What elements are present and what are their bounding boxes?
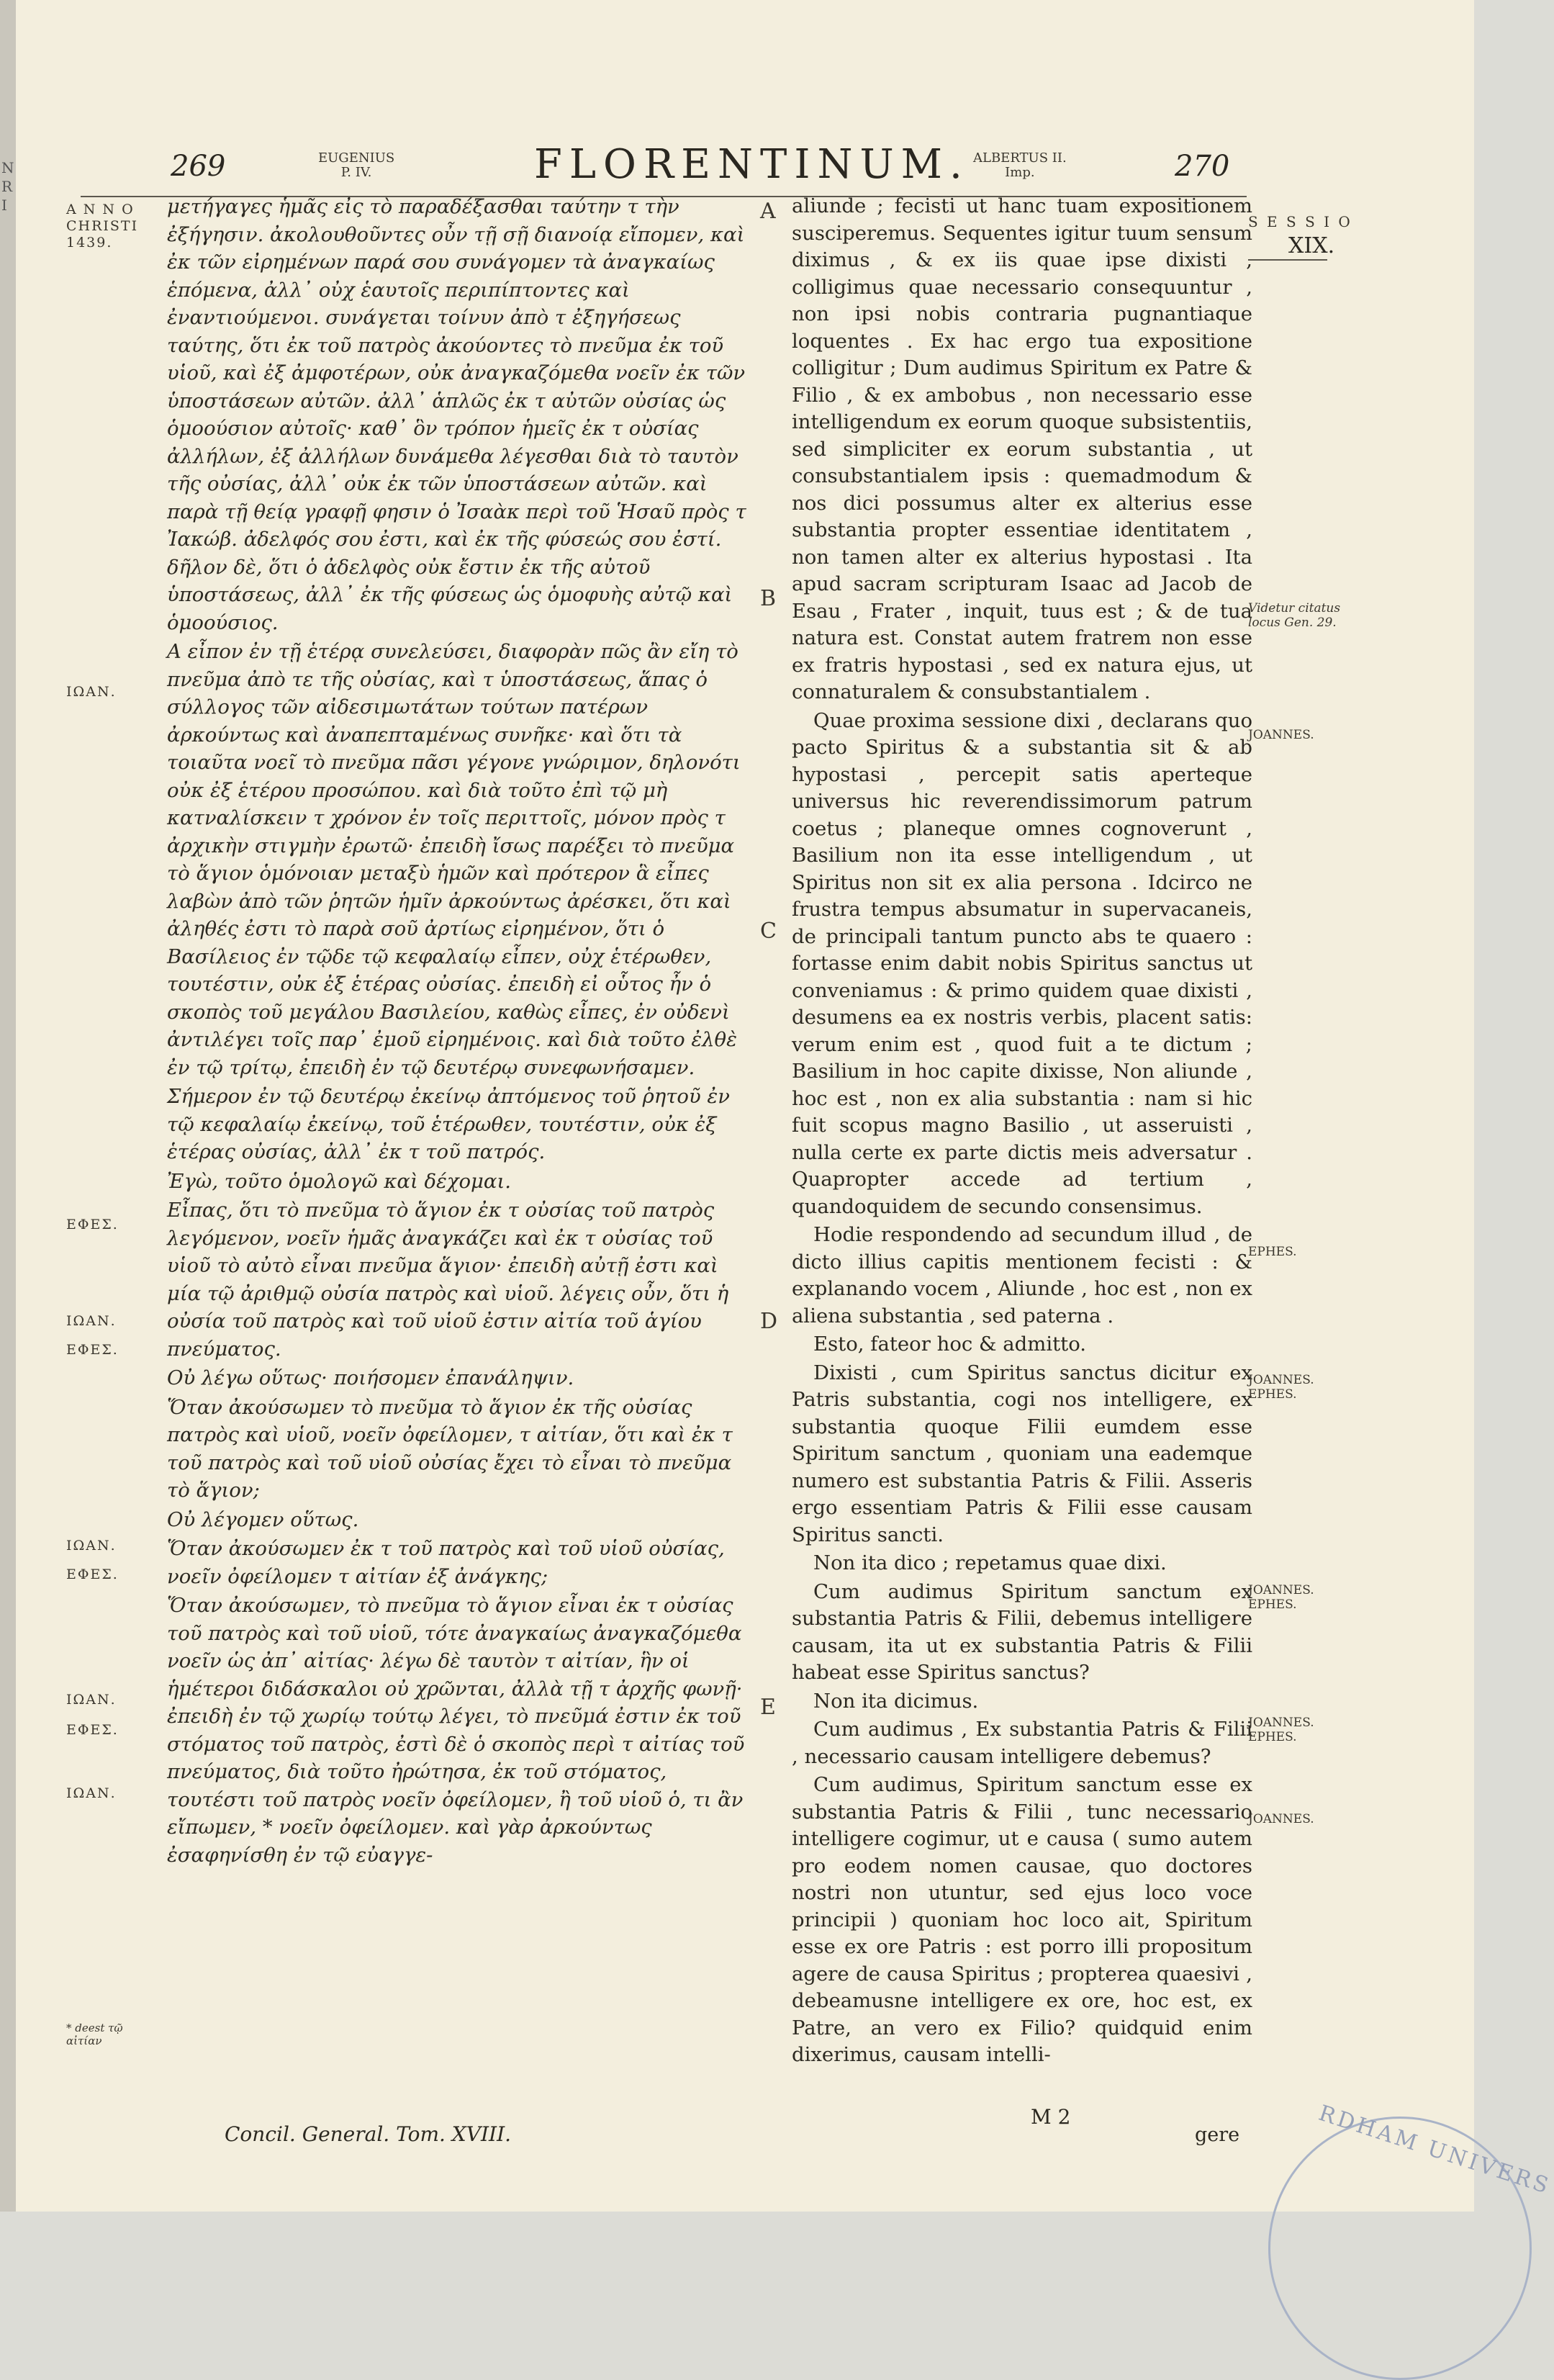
greek-paragraph-8: Οὐ λέγομεν οὕτως. bbox=[167, 1507, 359, 1531]
spine-text: N R I bbox=[1, 159, 14, 214]
latin-paragraph-9: Cum audimus , Ex substantia Patris & Filii , necessario causam intelligere debemus? bbox=[792, 1718, 1252, 1768]
book-page bbox=[16, 0, 1554, 2212]
latin-paragraph-10: Cum audimus, Spiritum sanctum esse ex substantia Patris & Filii , tunc necessario intelligere cogimur, ut e causa ( sumo autem pro eodem nomen causae, quo doctores nostri non utuntur, sed ejus loco voce principii ) quoniam hoc loco ait, Spiritum esse ex ore Patris : est porro illi propositum agere de causa Spiritus ; propterea quaesivi , debeamusne intelligere ex ore, hoc est, ex Patre, an vero ex Filio? quidquid enim dixerimus, causam intelli- bbox=[792, 1773, 1252, 2066]
speaker-right-5: JOANNES. EPHES. bbox=[1248, 1716, 1314, 1744]
greek-paragraph-9: Ὅταν ἀκούσωμεν ἐκ τ τοῦ πατρὸς καὶ τοῦ υἱοῦ οὐσίας, νοεῖν ὀφείλομεν τ αἰτίαν ἐξ ἀνάγκης; bbox=[167, 1537, 725, 1588]
greek-margin-note: * deest τῷ αἰτίαν bbox=[66, 2021, 123, 2047]
section-letter-c: C bbox=[760, 919, 777, 944]
greek-paragraph-6: Οὐ λέγω οὕτως· ποιήσομεν ἐπανάληψιν. bbox=[167, 1366, 574, 1389]
speaker-left-8: ΕΦΕΣ. bbox=[66, 1722, 119, 1738]
latin-paragraph-3: Hodie respondendo ad secundum illud , de dicto illius capitis mentionem fecisti : & explanando vocem , Aliunde , hoc est , non ex aliena substantia , sed paterna . bbox=[792, 1223, 1252, 1328]
greek-paragraph-5: Εἶπας, ὅτι τὸ πνεῦμα τὸ ἅγιον ἐκ τ οὐσίας τοῦ πατρὸς λεγόμενον, νοεῖν ἡμᾶς ἀναγκάζει καὶ ἐκ τ οὐσίας τοῦ υἱοῦ τὸ αὐτὸ εἶναι πνεῦμα ἅγιον· ἐπειδὴ αὐτῇ ἐστι καὶ μία τῷ ἀριθμῷ οὐσία πατρὸς καὶ υἱοῦ. λέγεις οὖν, ὅτι ἡ οὐσία τοῦ πατρὸς καὶ τοῦ υἱοῦ ἐστιν αἰτία τοῦ ἁγίου πνεύματος. bbox=[167, 1199, 729, 1361]
latin-paragraph-6: Non ita dico ; repetamus quae dixi. bbox=[813, 1551, 1167, 1574]
greek-paragraph-10: Ὅταν ἀκούσωμεν, τὸ πνεῦμα τὸ ἅγιον εἶναι ἐκ τ οὐσίας τοῦ πατρὸς καὶ τοῦ υἱοῦ, τότε ἀναγκαίως ἀναγκαζόμεθα νοεῖν ὡς ἀπ᾽ αἰτίας· λέγω δὲ ταυτὸν τ αἰτίαν, ἣν οἱ ἡμέτεροι διδάσκαλοι οὐ χρῶνται, ἀλλὰ τῇ τ ἀρχῆς φωνῇ· ἐπειδὴ ἐν τῷ χωρίῳ τούτῳ λέγει, τὸ πνεῦμά ἐστιν ἐκ τοῦ στόματος τοῦ πατρὸς, ἐστὶ δὲ ὁ σκοπὸς περὶ τ αἰτίας τοῦ πνεύματος, διὰ τοῦτο ἠρώτησα, ἐκ τοῦ στόματος, τουτέστι τοῦ πατρὸς νοεῖν ὀφείλομεν, ἢ τοῦ υἱοῦ ὁ, τι ἂν εἴπωμεν, * νοεῖν ὀφείλομεν. καὶ γὰρ ἀρκούντως ἐσαφηνίσθη ἐν τῷ εὐαγγε- bbox=[167, 1594, 745, 1867]
greek-column bbox=[167, 193, 757, 1870]
greek-paragraph-2: Α εἶπον ἐν τῇ ἑτέρᾳ συνελεύσει, διαφορὰν πῶς ἂν εἴη τὸ πνεῦμα ἀπὸ τε τῆς οὐσίας, καὶ τ ὑποστάσεως, ἅπας ὁ σύλλογος τῶν αἰδεσιμωτάτων τούτων πατέρων ἀρκούντως καὶ ἀναπεπταμένως συνῆκε· καὶ ὅτι τὰ τοιαῦτα νοεῖ τὸ πνεῦμα πᾶσι γέγονε γνώριμον, δηλονότι οὐκ ἐξ ἑτέρου προσώπου. καὶ διὰ τοῦτο ἐπὶ τῷ μὴ κατναλίσκειν τ χρόνον ἐν τοῖς περιττοῖς, μόνον πρὸς τ ἀρχικὴν στιγμὴν ἐρωτῶ· ἐπειδὴ ἴσως παρέξει τὸ πνεῦμα τὸ ἅγιον ὁμόνοιαν μεταξὺ ἡμῶν καὶ πρότερον ἃ εἶπες λαβὼν ἀπὸ τῶν ῥητῶν ἡμῖν ἀρκούντως ἀρέσκει, ὅτι καὶ ἀληθές ἐστι τὸ παρὰ σοῦ ἀρτίως εἰρημένον, ὅτι ὁ Βασίλειος ἐν τῷδε τῷ κεφαλαίῳ εἶπεν, οὐχ ἑτέρωθεν, τουτέστιν, οὐκ ἐξ ἑτέρας οὐσίας. ἐπειδὴ εἰ οὗτος ἦν ὁ σκοπὸς τοῦ μεγάλου Βασιλείου, καθὼς εἶπες, ἐν οὐδενὶ ἀντιλέγει τοῖς παρ᾽ ἐμοῦ εἰρημένοις. καὶ διὰ τοῦτο ἐλθὲ ἐν τῷ τρίτῳ, ἐπειδὴ ἐν τῷ δευτέρῳ συνεφωνήσαμεν. bbox=[167, 640, 741, 1079]
greek-paragraph-1: μετήγαγες ἡμᾶς εἰς τὸ παραδέξασθαι ταύτην τ τὴν ἐξήγησιν. ἀκολουθοῦντες οὖν τῇ σῇ διανοίᾳ εἴπομεν, καὶ ἐκ τῶν εἰρημένων παρά σου συνάγομεν τὰ ἀναγκαίως ἑπόμενα, ἀλλ᾽ οὐχ ἑαυτοῖς περιπίπτοντες καὶ ἐναντιούμενοι. συνάγεται τοίνυν ἀπὸ τ ἐξηγήσεως ταύτης, ὅτι ἐκ τοῦ πατρὸς ἀκούοντες τὸ πνεῦμα ἐκ τοῦ υἱοῦ, καὶ ἐξ ἀμφοτέρων, οὐκ ἀναγκαζόμεθα νοεῖν ἐκ τῶν ὑποστάσεων αὐτῶν. ἀλλ᾽ ἁπλῶς ἐκ τ αὐτῶν οὐσίας ὡς ὁμοούσιον αὐτοῖς· καθ᾽ ὃν τρόπον ἡμεῖς ἐκ τ οὐσίας ἀλλήλων, ἐξ ἀλλήλων δυνάμεθα λέγεσθαι διὰ τὸ ταυτὸν τῆς οὐσίας, ἀλλ᾽ οὐκ ἐκ τῶν ὑποστάσεων αὐτῶν. καὶ παρὰ τῇ θείᾳ γραφῇ φησιν ὁ Ἰσαὰκ περὶ τοῦ Ἡσαῦ πρὸς τ Ἰακώβ. ἀδελφός σου ἐστι, καὶ ἐκ τῆς φύσεώς σου ἐστί. δῆλον δὲ, ὅτι ὁ ἀδελφὸς οὐκ ἔστιν ἐκ τῆς αὐτοῦ ὑποστάσεως, ἀλλ᾽ ἐκ τῆς φύσεως ὡς ὁμοφυὴς αὐτῷ καὶ ὁμοούσιος. bbox=[167, 195, 746, 634]
speaker-right-1: JOANNES. bbox=[1248, 728, 1314, 742]
speaker-right-6: JOANNES. bbox=[1248, 1812, 1314, 1826]
greek-paragraph-3: Σήμερον ἐν τῷ δευτέρῳ ἐκείνῳ ἀπτόμενος τοῦ ῥητοῦ ἐν τῷ κεφαλαίῳ ἐκείνῳ, τοῦ ἑτέρωθεν, τουτέστιν, οὐκ ἐξ ἑτέρας οὐσίας, ἀλλ᾽ ἐκ τ τοῦ πατρός. bbox=[167, 1085, 730, 1163]
speaker-left-9: ΙΩΑΝ. bbox=[66, 1785, 117, 1801]
section-letter-a: A bbox=[760, 199, 776, 224]
speaker-left-2: ΕΦΕΣ. bbox=[66, 1217, 119, 1232]
right-running-head: ALBERTUS II. Imp. bbox=[973, 150, 1067, 180]
latin-paragraph-2: Quae proxima sessione dixi , declarans quo pacto Spiritus & a substantia sit & ab hypostasi , percepit satis aperteque universus hic reverendissimorum patrum coetus ; planeque omnes cognoverunt , Basilium non ita esse intelligendum , ut Spiritus non sit ex alia persona . Idcirco ne frustra tempus absumatur in supervacaneis, de principali tantum puncto abs te quaero : fortasse enim dabit nobis Spiritus sanctus ut conveniamus : & primo quidem quae dixisti , desumens ea ex nostris verbis, placent satis: verum enim est , quod fuit a te dictum ; Basilium in hoc capite dixisse, Non aliunde , hoc est , non ex alia substantia : nam si hic fuit scopus magno Basilio , ut asseruisti , nulla certe ex parte dictis meis adversatur . Quapropter accede ad tertium , quandoquidem de secundo consensimus. bbox=[792, 708, 1252, 1218]
library-stamp bbox=[1268, 2100, 1554, 2380]
speaker-left-3: ΙΩΑΝ. bbox=[66, 1313, 117, 1329]
speaker-right-2: EPHES. bbox=[1248, 1245, 1297, 1259]
scripture-margin-note: Videtur citatus locus Gen. 29. bbox=[1248, 601, 1341, 630]
latin-column bbox=[792, 193, 1252, 2070]
christi-label: CHRISTI bbox=[66, 217, 139, 234]
speaker-right-4: JOANNES. EPHES. bbox=[1248, 1583, 1314, 1612]
speaker-left-1: ΙΩΑΝ. bbox=[66, 684, 117, 700]
speaker-left-7: ΙΩΑΝ. bbox=[66, 1692, 117, 1708]
page-header bbox=[16, 141, 1474, 199]
year-block bbox=[66, 202, 160, 251]
section-letter-d: D bbox=[760, 1309, 778, 1334]
session-label: S E S S I O bbox=[1248, 213, 1352, 230]
adjacent-page-edge bbox=[0, 0, 16, 2212]
section-letter-e: E bbox=[760, 1695, 776, 1720]
latin-paragraph-5: Dixisti , cum Spiritus sanctus dicitur ex Patris substantia, cogi nos intelligere, ex substantia quoque Filii eumdem esse Spiritum sanctum , quoniam una eademque numero est substantia Patris & Filii. Asseris ergo essentiam Patris & Filii esse causam Spiritus sancti. bbox=[792, 1361, 1252, 1546]
latin-paragraph-7: Cum audimus Spiritum sanctum ex substantia Patris & Filii, debemus intelligere causam, ita ut ex substantia Patris & Filii habeat esse Spiritus sanctus? bbox=[792, 1579, 1252, 1684]
left-running-head: EUGENIUS P. IV. bbox=[318, 150, 395, 180]
speaker-left-6: ΕΦΕΣ. bbox=[66, 1567, 119, 1582]
section-letter-b: B bbox=[760, 586, 777, 611]
library-stamp-text: RDHAM UNIVERS bbox=[1315, 2100, 1554, 2200]
catchword: gere bbox=[1195, 2124, 1240, 2146]
greek-paragraph-7: Ὅταν ἀκούσωμεν τὸ πνεῦμα τὸ ἅγιον ἐκ τῆς οὐσίας πατρὸς καὶ υἱοῦ, νοεῖν ὀφείλομεν, τ αἰτίαν, ὅτι καὶ ἐκ τ τοῦ πατρὸς καὶ τοῦ υἱοῦ οὐσίας ἔχει τὸ εἶναι τὸ πνεῦμα τὸ ἅγιον; bbox=[167, 1395, 733, 1502]
signature-mark: M 2 bbox=[1031, 2105, 1071, 2129]
volume-footer: Concil. General. Tom. XVIII. bbox=[225, 2122, 512, 2146]
page-title: FLORENTINUM. bbox=[534, 141, 970, 188]
session-rule bbox=[1248, 259, 1327, 261]
speaker-left-5: ΙΩΑΝ. bbox=[66, 1538, 117, 1554]
greek-paragraph-4: Ἐγὼ, τοῦτο ὁμολογῶ καὶ δέχομαι. bbox=[167, 1169, 512, 1193]
right-page-number: 270 bbox=[1175, 150, 1230, 183]
latin-paragraph-8: Non ita dicimus. bbox=[813, 1689, 979, 1713]
speaker-left-4: ΕΦΕΣ. bbox=[66, 1342, 119, 1358]
anno-label: A N N O bbox=[66, 202, 135, 217]
left-page-number: 269 bbox=[171, 150, 226, 183]
session-number: XIX. bbox=[1288, 233, 1335, 258]
latin-paragraph-4: Esto, fateor hoc & admitto. bbox=[813, 1333, 1087, 1356]
year-label: 1439. bbox=[66, 234, 113, 251]
speaker-right-3: JOANNES. EPHES. bbox=[1248, 1373, 1314, 1402]
latin-paragraph-1: aliunde ; fecisti ut hanc tuam expositionem susciperemus. Sequentes igitur tuum sensum diximus , & ex iis quae ipse dixisti , colligimus quae necessario consequuntur , non ipsi nobis contraria pugnantiaque loquentes . Ex hac ergo tua expositione colligitur ; Dum audimus Spiritum ex Patre & Filio , & ex ambobus , non necessario esse intelligendum ex eorum quoque subsistentiis, sed simpliciter ex eorum substantia , ut consubstantialem ipsis : quemadmodum & nos dici possumus alter ex alterius esse substantia propter essentiae identitatem , non tamen alter ex alterius hypostasi . Ita apud sacram scripturam Isaac ad Jacob de Esau , Frater , inquit, tuus est ; & de tua natura est. Constat autem fratrem non esse ex fratris hypostasi , sed ex natura ejus, ut connaturalem & consubstantialem . bbox=[792, 194, 1252, 703]
